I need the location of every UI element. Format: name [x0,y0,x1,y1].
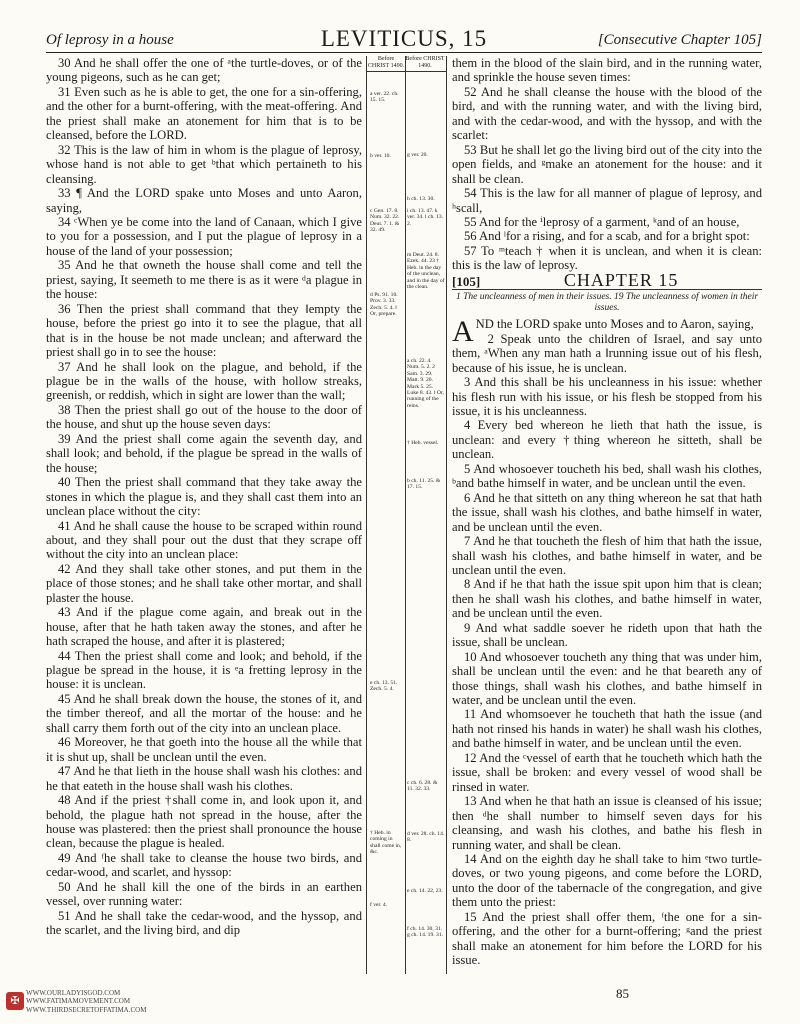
page-header [46,26,762,53]
verse: them in the blood of the slain bird, and in the running water, and sprinkle the house seven times: [452,56,762,85]
margin-references-left [366,56,406,974]
margin-note: b ch. 11. 25. & 17. 15. [407,478,441,491]
verse: 9 And what saddle soever he rideth upon that hath the issue, shall be unclean. [452,620,762,650]
verse: 6 And he that sitteth on any thing whereon he sat that hath the issue, shall wash his clothes, and bathe himself in water, and be unclean until the even. [452,490,762,534]
left-text-column [46,56,362,938]
margin-note: m Deut. 24. 8. Ezek. 44. 23 † Heb. in the day of the unclean, and in the day of the clean. [407,252,445,291]
margin-references-right [404,56,447,974]
verse: 31 Even such as he is able to get, the one for a sin-offering, and the other for a burnt-offering, with the meat-offering. And the priest shall make an atonement for him that is to be cleansed, before the LORD. [46,84,362,143]
verse: 51 And he shall take the cedar-wood, and the hyssop, and the scarlet, and the living bird, and dip [46,908,362,938]
chapter-consecutive-number: [105] [452,273,481,289]
margin-note: i ch. 13. 47. k ver. 34. l ch. 13. 2. [407,208,444,227]
verse: 42 And they shall take other stones, and put them in the place of those stones; and he shall take other mortar, and shall plaster the house. [46,561,362,605]
margin-note: c ch. 6. 28. & 11. 32. 33. [407,780,438,793]
right-text-column [452,56,762,968]
margin-note: g ver. 20. [407,152,428,158]
verse: 41 And he shall cause the house to be scraped within round about, and they shall pour out the dust that they scrape off without the city into an unclean place: [46,518,362,562]
verse: 8 And if he that hath the issue spit upon him that is clean; then he shall wash his clothes, and bathe himself in water, and be unclean until the even. [452,577,762,621]
verse: 34 ᶜWhen ye be come into the land of Canaan, which I give to you for a possession, and I put the plague of leprosy in a house of the land of your possession; [46,214,362,258]
verse: 13 And when he that hath an issue is cleansed of his issue; then ᵈhe shall number to himself seven days for his cleansing, and wash his clothes, and bathe his flesh in running water, and shall be clean. [452,794,762,852]
verse: 52 And he shall cleanse the house with the blood of the bird, and with the running water, and with the living bird, and with the cedar-wood, and with the hyssop, and with the scarlet: [452,84,762,143]
verse: 44 Then the priest shall come and look; and behold, if the plague be spread in the house, it is ᵉa fretting leprosy in the house: it is unclean. [46,648,362,692]
verse: 39 And the priest shall come again the seventh day, and shall look; and behold, if the plague be spread in the walls of the house; [46,431,362,475]
verse: 32 This is the law of him in whom is the plague of leprosy, whose hand is not able to get ᵇthat which pertaineth to his cleansing. [46,142,362,186]
verse: 57 To ᵐteach † when it is unclean, and when it is clean: this is the law of leprosy. [452,243,762,273]
margin-date-head: Before CHRIST 1490. [367,56,405,72]
running-head-right: [Consecutive Chapter 105] [597,32,762,48]
verse: 43 And if the plague come again, and break out in the house, after that he hath taken away the stones, and after he hath scraped the house, and after it is plastered; [46,605,362,649]
margin-note: f ch. 14. 30, 31. g ch. 14. 19. 31. [407,926,444,939]
drop-cap: A [452,315,474,349]
verse: 10 And whosoever toucheth any thing that was under him, shall be unclean until the even: and he that beareth any of those things, shall wash his clothes, and bathe himself in water, and be unclean until the even. [452,649,762,708]
verse: 40 Then the priest shall command that they take away the stones in which the plague is, and they shall cast them into an unclean place without the city: [46,475,362,519]
footer-link[interactable]: WWW.THIRDSECRETOFFATIMA.COM [26,1005,147,1014]
margin-note: † Heb. vessel. [407,440,439,446]
margin-note: f ver. 4. [370,902,388,908]
verse: 2 Speak unto the children of Israel, and say unto them, ᵃWhen any man hath a ‖running issue out of his flesh, because of his issue, he is unclean. [452,331,762,375]
footer-link[interactable]: WWW.FATIMAMOVEMENT.COM [26,997,131,1005]
verse: 15 And the priest shall offer them, ᶠthe one for a sin-offering, and the other for a burnt-offering; ᵍand the priest shall make an atonement for him before the LORD for his issue. [452,909,762,968]
verse: 33 ¶ And the LORD spake unto Moses and unto Aaron, saying, [46,186,362,215]
verse: 49 And ᶠhe shall take to cleanse the house two birds, and cedar-wood, and scarlet, and hyssop: [46,850,362,880]
chapter-summary: 1 The uncleanness of men in their issues. 19 The uncleanness of women in their issues. [455,292,759,314]
verse: 56 And ˡfor a rising, and for a scab, and for a bright spot: [464,229,750,244]
verse: 54 This is the law for all manner of plague of leprosy, and ʰscall, [452,186,762,215]
margin-note: c Gen. 17. 8. Num. 32. 22. Deut. 7. 1. & 32. 49. [370,208,400,234]
verse: 3 And this shall be his uncleanness in his issue: whether his flesh run with his issue, or his flesh be stopped from his issue, it is his uncleanness. [452,375,762,418]
verse: ND the LORD spake unto Moses and to Aaron, saying, [475,317,754,332]
verse: 50 And he shall kill the one of the birds in an earthen vessel, over running water: [46,879,362,909]
verse: 38 Then the priest shall go out of the house to the door of the house, and shut up the house seven days: [46,402,362,432]
verse: 30 And he shall offer the one of ᵃthe turtle-doves, or of the young pigeons, such as he can get; [46,56,362,85]
verse: 48 And if the priest †shall come in, and look upon it, and behold, the plague hath not spread in the house, after the house was plastered: then the priest shall pronounce the house clean, because the plague is healed. [46,793,362,851]
margin-note: a ch. 22. 4. Num. 5. 2. 2 Sam. 3. 29. Matt. 9. 20. Mark 5. 25. Luke 8. 43. ‖ Or, running of the reins. [407,358,444,409]
margin-note: d ver. 28. ch. 14. 8. [407,831,445,844]
verse: 14 And on the eighth day he shall take to him ᵉtwo turtle-doves, or two young pigeons, and come before the LORD, unto the door of the tabernacle of the congregation, and give them unto the priest: [452,852,762,910]
verse: 37 And he shall look on the plague, and behold, if the plague be in the walls of the house, with hollow streaks, greenish, or reddish, which in sight are lower than the wall; [46,359,362,403]
margin-note: h ch. 13. 30. [407,196,435,202]
footer-urls [26,989,146,1015]
margin-note: b ver. 10. [370,153,391,159]
verse: 36 Then the priest shall command that they ‖empty the house, before the priest go into it to see the plague, that all that is in the house be not made unclean; and afterward the priest shall go in to see the house: [46,301,362,360]
margin-note: d Ps. 91. 10. Prov. 3. 33. Zech. 5. 4. ‖ Or, prepare. [370,292,398,318]
verse: 7 And he that toucheth the flesh of him that hath the issue, shall wash his clothes, and bathe himself in water, and be unclean until the even. [452,534,762,577]
verse: 5 And whosoever toucheth his bed, shall wash his clothes, ᵇand bathe himself in water, and be unclean until the even. [452,461,762,491]
verse: 12 And the ᶜvessel of earth that he toucheth which hath the issue, shall be broken: and every vessel of wood shall be rinsed in water. [452,750,762,794]
verse: 35 And he that owneth the house shall come and tell the priest, saying, It seemeth to me there is as it were ᵈa plague in the house: [46,258,362,302]
book-title: LEVITICUS, 15 [320,26,488,51]
verse: 47 And he that lieth in the house shall wash his clothes: and he that eateth in the house shall wash his clothes. [46,764,362,793]
chapter-heading [452,269,762,290]
margin-date-head: Before CHRIST 1490. [404,56,446,72]
verse: 45 And he shall break down the house, the stones of it, and the timber thereof, and all the mortar of the house: and he shall carry them forth out of the city into an unclean place. [46,691,362,735]
margin-note: a ver. 22. ch. 15. 15. [370,91,399,104]
chapter-title: CHAPTER 15 [563,269,679,290]
running-head-left: Of leprosy in a house [46,32,174,48]
verse: 11 And whomsoever he toucheth that hath the issue (and hath not rinsed his hands in water) he shall wash his clothes, and bathe himself in water, and be unclean until the even. [452,707,762,751]
margin-note: e ch. 13. 51. Zech. 5. 4. [370,680,398,693]
verse: 53 But he shall let go the living bird out of the city into the open fields, and ᵍmake an atonement for the house: and it shall be clean. [452,142,762,186]
page-number: 85 [616,986,629,1001]
verse: 55 And for the ⁱleprosy of a garment, ᵏand of an house, [464,214,740,229]
margin-note: e ch. 14. 22, 23. [407,888,443,894]
margin-note: † Heb. in coming in shall come in, &c. [370,830,402,856]
verse: 4 Every bed whereon he lieth that hath the issue, is unclean: and every †thing whereon he sitteth, shall be unclean. [452,418,762,462]
verse: 46 Moreover, he that goeth into the house all the while that it is shut up, shall be unclean until the even. [46,735,362,764]
seal-icon: ✠ [6,992,24,1010]
footer-link[interactable]: WWW.OURLADYISGOD.COM [26,988,121,997]
